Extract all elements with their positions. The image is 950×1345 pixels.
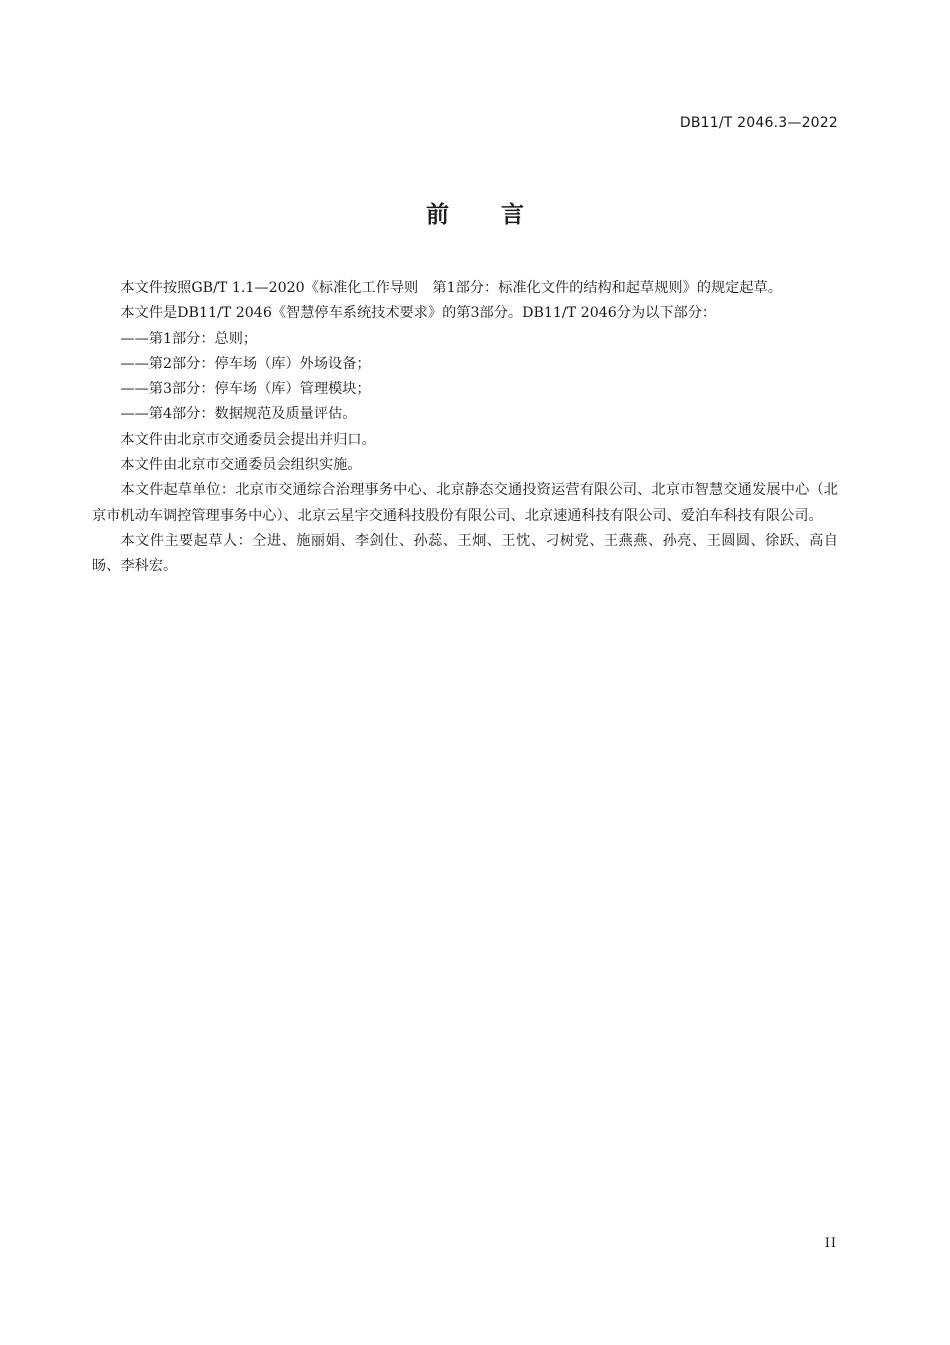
paragraph-drafting-basis: 本文件按照GB/T 1.1—2020《标准化工作导则 第1部分：标准化文件的结构和起草规则》的规定起草。 (120, 280, 782, 296)
paragraph-implementer: 本文件由北京市交通委员会组织实施。 (120, 457, 362, 474)
foreword-body (92, 276, 838, 580)
list-item-part-3: ——第3部分：停车场（库）管理模块； (120, 381, 371, 398)
list-item-part-4: ——第4部分：数据规范及质量评估。 (120, 406, 357, 423)
paragraph-drafting-units: 本文件起草单位：北京市交通综合治理事务中心、北京静态交通投资运营有限公司、北京市智慧交通发展中心（北京市机动车调控管理事务中心）、北京云星宇交通科技股份有限公司、北京速通科技有限公司、爱泊车科技有限公司。 (92, 482, 838, 524)
paragraph-series-intro: 本文件是DB11/T 2046《智慧停车系统技术要求》的第3部分。DB11/T 2046分为以下部分： (120, 305, 717, 322)
list-item-part-2: ——第2部分：停车场（库）外场设备； (120, 355, 371, 372)
paragraph-drafters: 本文件主要起草人：仝进、施丽娟、李剑仕、孙蕊、王炯、王忱、刁树党、王燕燕、孙亮、王圆圆、徐跃、高自旸、李科宏。 (92, 532, 838, 575)
page-title: 前言 (426, 202, 576, 228)
document-code: DB11/T 2046.3—2022 (679, 115, 838, 131)
page-number: II (824, 1236, 837, 1251)
list-item-part-1: ——第1部分：总则； (120, 330, 258, 347)
paragraph-proposer: 本文件由北京市交通委员会提出并归口。 (120, 431, 376, 448)
